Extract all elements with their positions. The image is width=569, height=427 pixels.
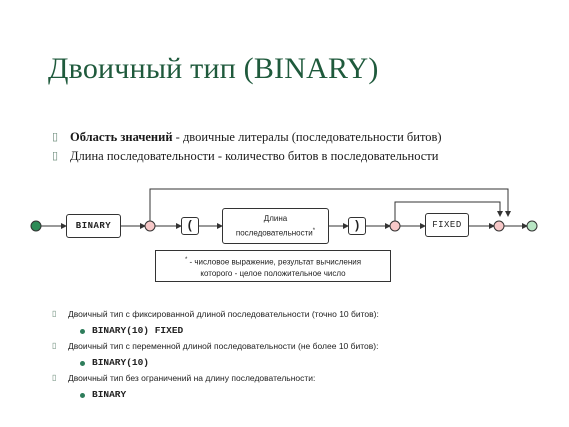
right-paren-box: ) <box>348 217 366 235</box>
dot-bullet-icon <box>80 329 85 334</box>
example-text: Двоичный тип с фиксированной длиной последовательности (точно 10 битов): <box>68 309 379 319</box>
bullet-bold-term: Область значений <box>70 130 173 144</box>
example-code-text: BINARY(10) <box>92 357 150 368</box>
example-description <box>52 373 379 389</box>
examples-list <box>52 309 379 405</box>
fixed-keyword-box: FIXED <box>425 213 469 237</box>
note-line1: - числовое выражение, результат вычисления <box>187 257 362 267</box>
length-box <box>222 208 329 244</box>
bullet-icon: ▯ <box>52 150 59 162</box>
example-description <box>52 341 379 357</box>
left-paren-box: ( <box>181 217 199 235</box>
end-node <box>527 221 537 231</box>
junction-node <box>145 221 155 231</box>
bullet-item-range <box>52 128 442 147</box>
example-description <box>52 309 379 325</box>
bullet-list <box>52 128 442 166</box>
junction-node <box>494 221 504 231</box>
bullet-icon: ▯ <box>52 373 57 382</box>
bullet-icon: ▯ <box>52 131 59 143</box>
bullet-item-length <box>52 147 442 166</box>
example-code-text: BINARY(10) FIXED <box>92 325 184 336</box>
dot-bullet-icon <box>80 361 85 366</box>
length-label-line2: последовательности <box>235 228 313 238</box>
example-code <box>52 357 379 373</box>
syntax-diagram <box>0 180 569 290</box>
bullet-icon: ▯ <box>52 341 57 350</box>
example-code-text: BINARY <box>92 389 127 400</box>
example-code <box>52 325 379 341</box>
note-footnote-mark: * <box>184 257 188 263</box>
example-code <box>52 389 379 405</box>
footnote-box <box>155 250 391 282</box>
example-text: Двоичный тип без ограничений на длину последовательности: <box>68 373 316 383</box>
bullet-text: Длина последовательности - количество битов в последовательности <box>70 149 439 163</box>
binary-keyword-box: BINARY <box>66 214 121 238</box>
length-footnote-mark: * <box>312 227 316 234</box>
bullet-icon: ▯ <box>52 309 57 318</box>
length-label-line1: Длина <box>263 213 288 223</box>
slide-title: Двоичный тип (BINARY) <box>48 52 379 85</box>
example-text: Двоичный тип с переменной длиной последовательности (не более 10 битов): <box>68 341 379 351</box>
bullet-text: - двоичные литералы (последовательности битов) <box>172 130 442 144</box>
start-node <box>31 221 41 231</box>
junction-node <box>390 221 400 231</box>
dot-bullet-icon <box>80 393 85 398</box>
note-line2: которого - целое положительное число <box>200 268 346 278</box>
